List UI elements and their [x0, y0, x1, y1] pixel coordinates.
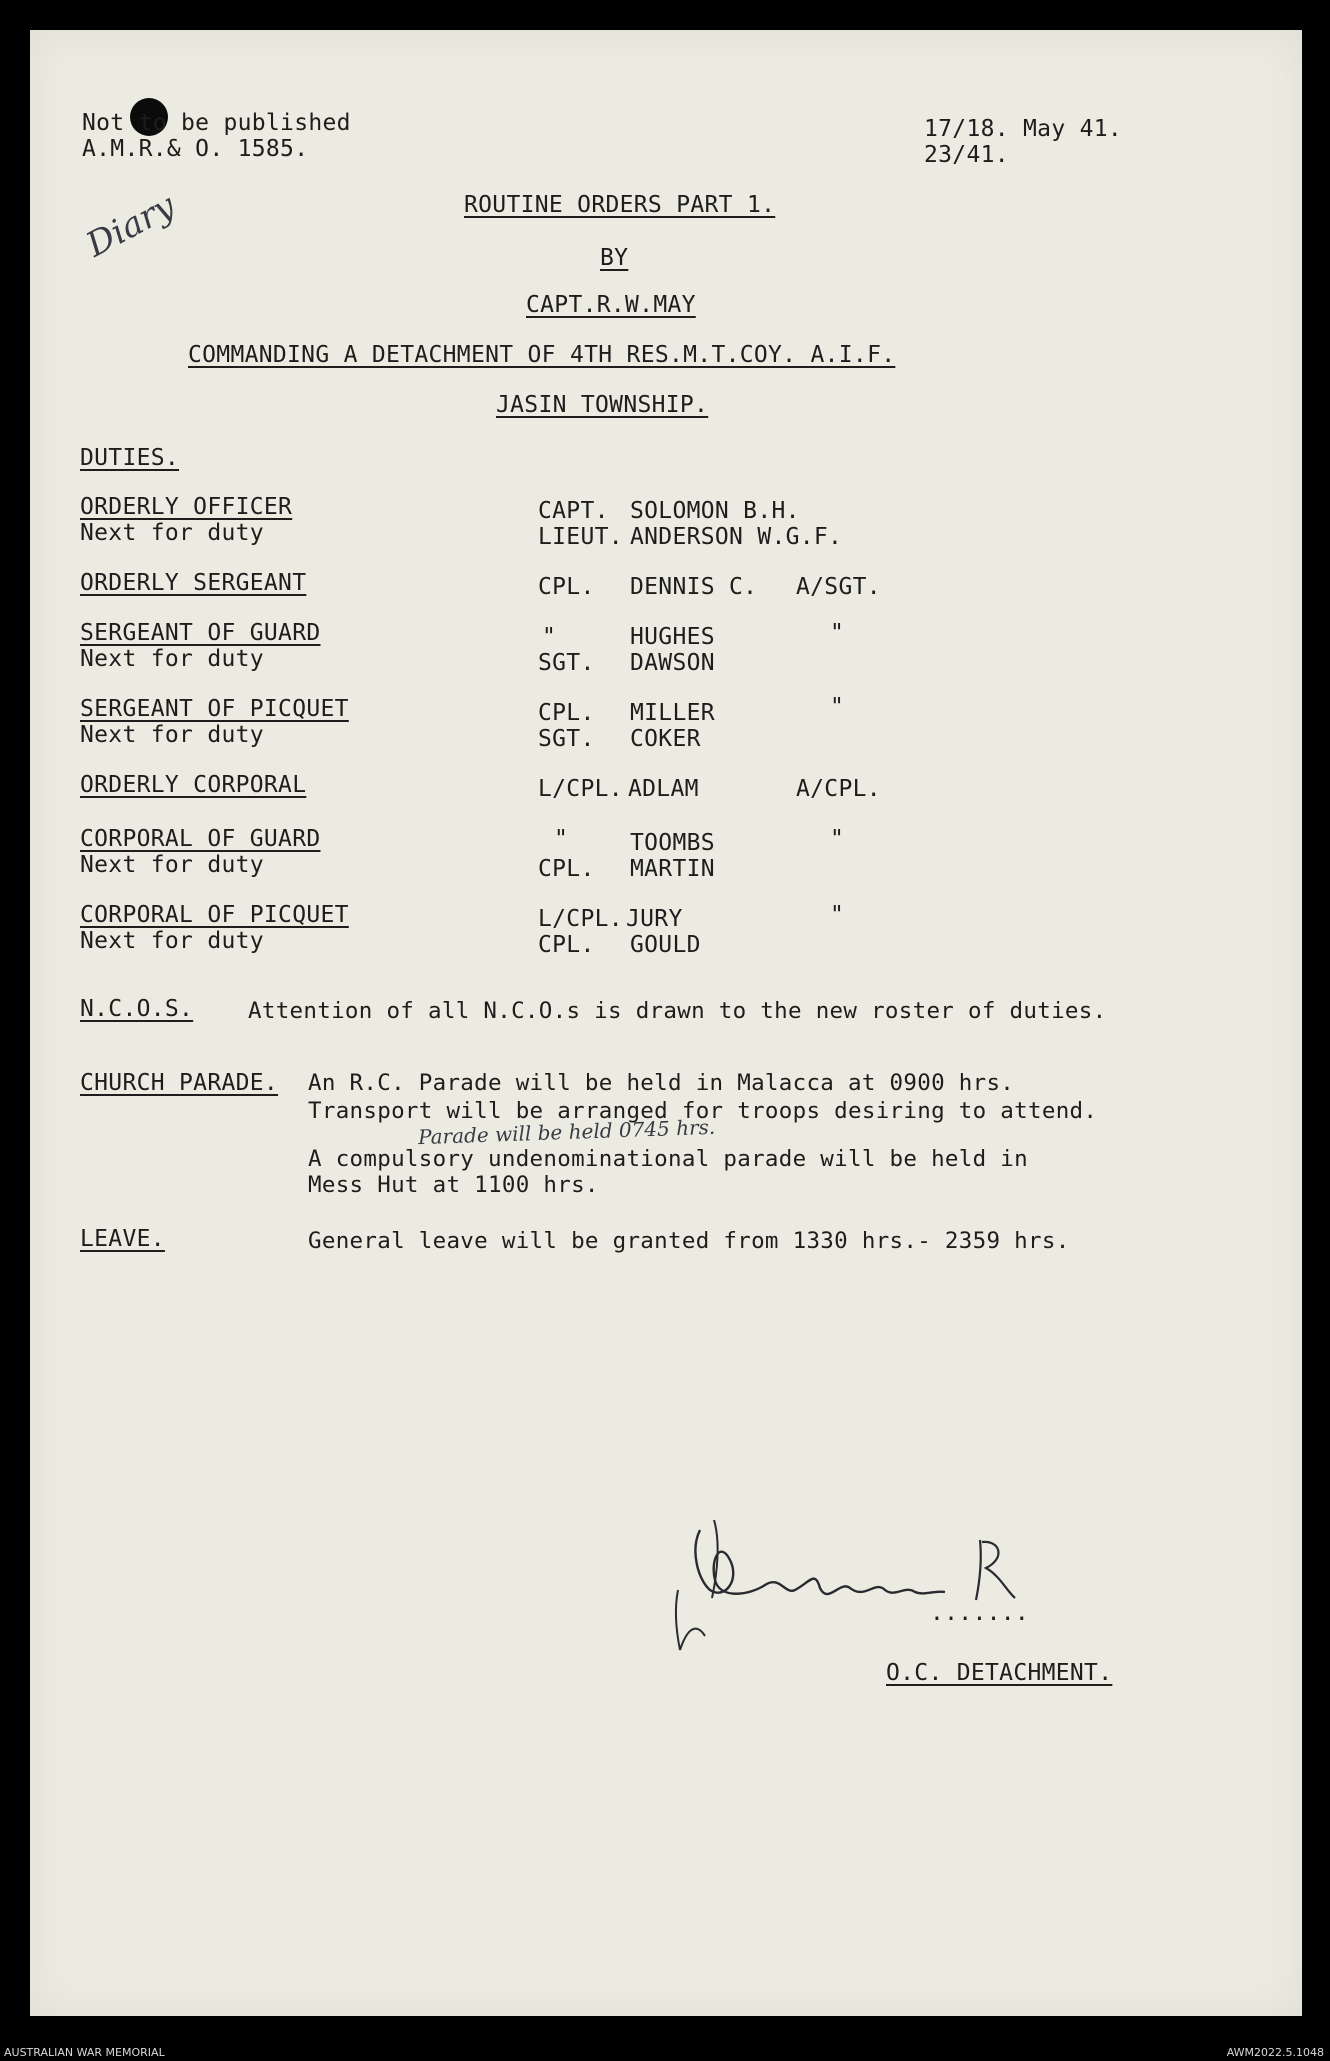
archive-credit: AUSTRALIAN WAR MEMORIAL: [4, 2046, 165, 2059]
duty-name: DAWSON: [630, 650, 715, 676]
duty-role: ORDERLY CORPORAL: [80, 772, 307, 798]
duty-name: ADLAM: [628, 776, 699, 802]
handwritten-parade-time-note: Parade will be held 0745 hrs.: [417, 1114, 716, 1150]
duty-role: SERGEANT OF PICQUET: [80, 696, 349, 722]
duty-rank: CPL.: [538, 932, 595, 958]
margin-note-handwritten: Diary: [80, 185, 182, 266]
header-order-number: 23/41.: [924, 142, 1009, 168]
church-parade-line2: Transport will be arranged for troops desiring to attend.: [308, 1098, 1098, 1124]
duty-rank: LIEUT.: [538, 524, 623, 550]
archive-reference: AWM2022.5.1048: [1226, 2046, 1324, 2059]
duty-name: SOLOMON B.H.: [630, 498, 800, 524]
duties-heading: DUTIES.: [80, 445, 180, 471]
duty-rank: CPL.: [538, 856, 595, 882]
signature-title: O.C. DETACHMENT.: [886, 1660, 1113, 1686]
duty-rank: CPL.: [538, 700, 595, 726]
duty-role: CORPORAL OF GUARD: [80, 826, 321, 852]
duty-name: DENNIS C.: [630, 574, 758, 600]
duty-role: CORPORAL OF PICQUET: [80, 902, 349, 928]
duty-name: ANDERSON W.G.F.: [630, 524, 843, 550]
signature-dots: .......: [930, 1600, 1030, 1626]
duty-acting-rank: A/CPL.: [796, 776, 881, 802]
duty-name: GOULD: [630, 932, 701, 958]
duty-rank: CPL.: [538, 574, 595, 600]
duty-name: COKER: [630, 726, 701, 752]
title-commanding-officer: CAPT.R.W.MAY: [526, 292, 696, 318]
header-left-line2: A.M.R.& O. 1585.: [82, 136, 309, 162]
duty-role: ORDERLY SERGEANT: [80, 570, 307, 596]
duty-ditto-mark: ": [830, 620, 845, 646]
duty-role: ORDERLY OFFICER: [80, 494, 293, 520]
duty-role: Next for duty: [80, 928, 264, 954]
duty-rank: ": [542, 624, 557, 650]
document-page: [30, 30, 1302, 2016]
church-parade-label: CHURCH PARADE.: [80, 1070, 279, 1096]
duty-role: SERGEANT OF GUARD: [80, 620, 321, 646]
duty-role: Next for duty: [80, 852, 264, 878]
leave-text: General leave will be granted from 1330 hrs.- 2359 hrs.: [308, 1228, 1070, 1254]
duty-name: HUGHES: [630, 624, 715, 650]
handwritten-signature: [670, 1510, 1230, 1670]
duty-rank: CAPT.: [538, 498, 609, 524]
duty-name: MILLER: [630, 700, 715, 726]
header-left-line1: Not to be published: [82, 110, 351, 136]
ncos-text: Attention of all N.C.O.s is drawn to the new roster of duties.: [248, 998, 1107, 1024]
church-parade-line1: An R.C. Parade will be held in Malacca at 0900 hrs.: [308, 1070, 1015, 1096]
duty-rank: L/CPL.: [538, 776, 623, 802]
duty-ditto-mark: ": [830, 826, 845, 852]
duty-role: Next for duty: [80, 722, 264, 748]
duty-rank: L/CPL.: [538, 906, 623, 932]
duty-name: TOOMBS: [630, 830, 715, 856]
signature-for-mark: [836, 1660, 862, 1681]
church-parade-line4: Mess Hut at 1100 hrs.: [308, 1172, 599, 1198]
duty-ditto-mark: ": [830, 694, 845, 720]
duty-acting-rank: A/SGT.: [796, 574, 881, 600]
duty-rank: SGT.: [538, 650, 595, 676]
duty-name: MARTIN: [630, 856, 715, 882]
duty-name: JURY: [626, 906, 683, 932]
duty-role: Next for duty: [80, 520, 264, 546]
title-routine-orders: ROUTINE ORDERS PART 1.: [464, 192, 776, 218]
title-unit: COMMANDING A DETACHMENT OF 4TH RES.M.T.COY. A.I.F.: [188, 342, 896, 368]
duty-role: Next for duty: [80, 646, 264, 672]
duty-rank: SGT.: [538, 726, 595, 752]
header-date: 17/18. May 41.: [924, 116, 1123, 142]
duty-rank: ": [554, 826, 569, 852]
title-by: BY: [600, 245, 629, 271]
leave-label: LEAVE.: [80, 1226, 165, 1252]
duty-ditto-mark: ": [830, 902, 845, 928]
church-parade-line3: A compulsory undenominational parade will be held in: [308, 1146, 1028, 1172]
title-location: JASIN TOWNSHIP.: [496, 392, 709, 418]
ncos-label: N.C.O.S.: [80, 996, 194, 1022]
